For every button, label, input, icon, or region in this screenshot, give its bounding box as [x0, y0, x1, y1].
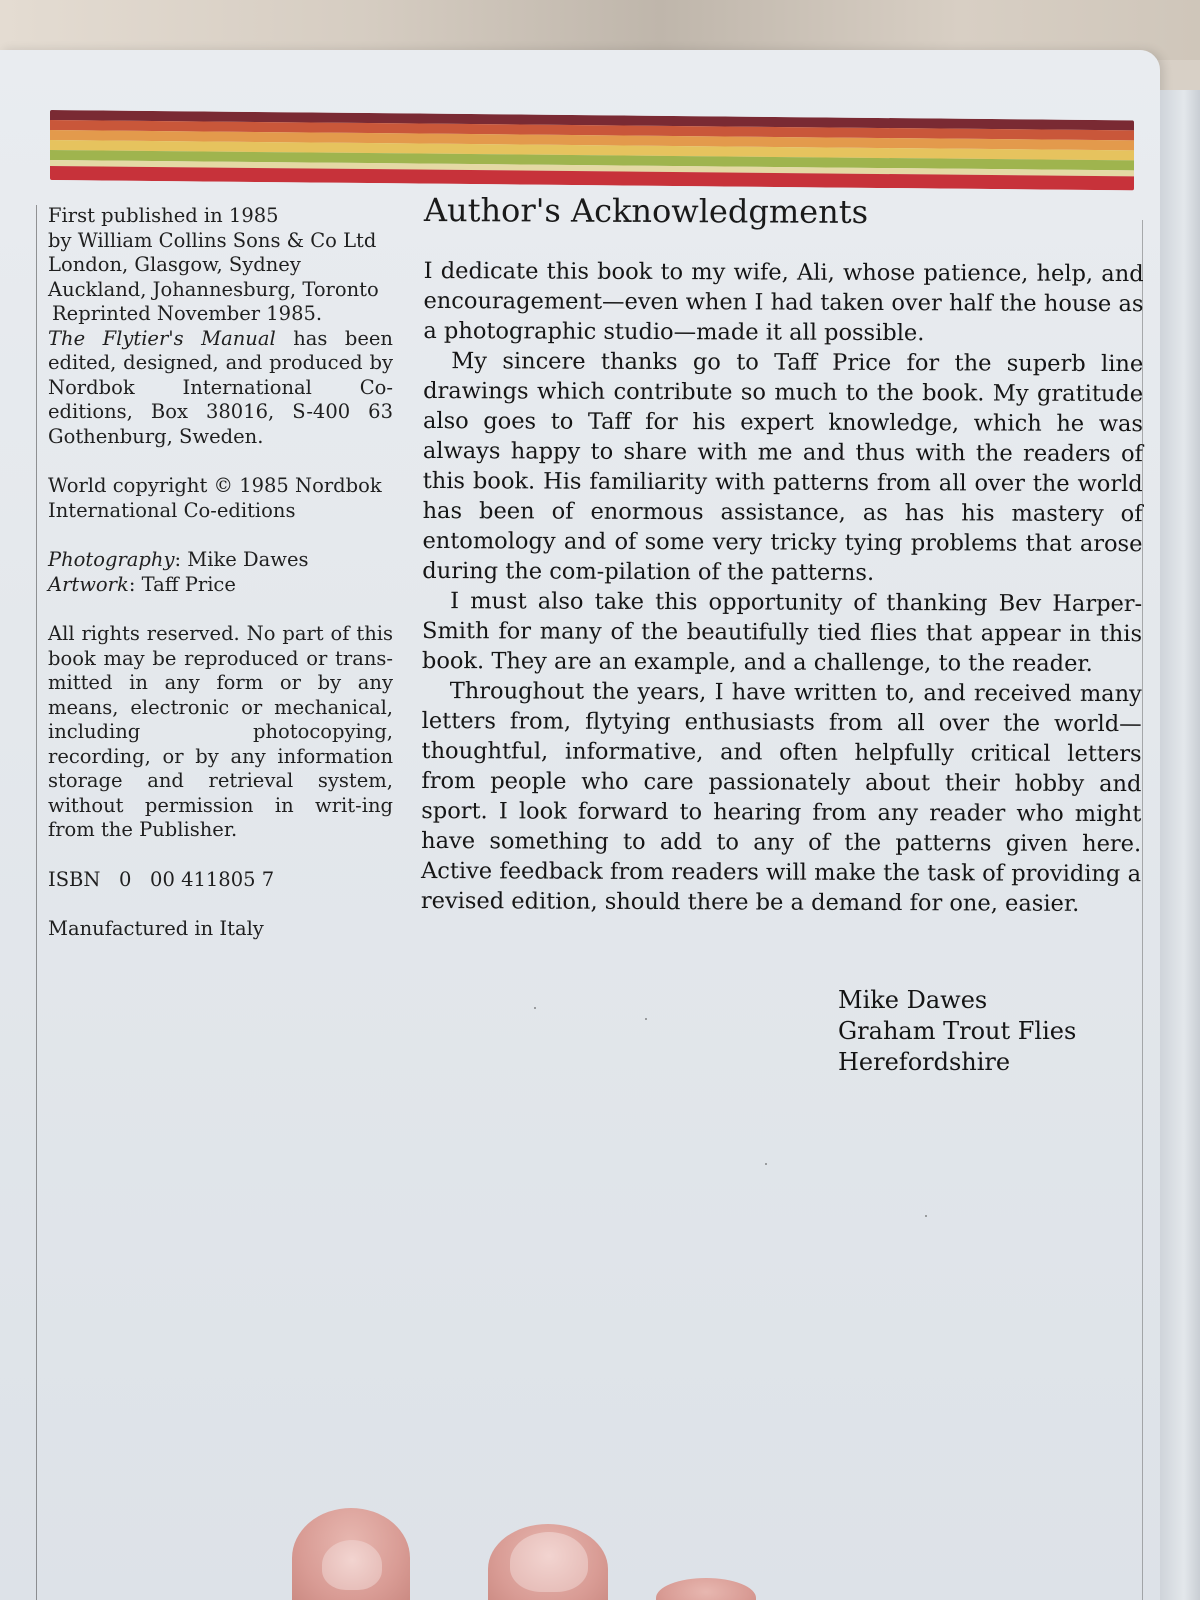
author-county: Herefordshire — [838, 1048, 1011, 1076]
ack-paragraph-4: Throughout the years, I have written to, and received many letters from, flytying enthusiasts from all over the world—thoughtful, informative, and often helpfully critical letters from people who care passionately about their hobby and sport. I look forward to hearing from any reader who might have something to add to any of the patterns given here. Active feedback from readers will make the task of providing a revised edition, should there be a demand for one, easier. — [420, 678, 1142, 917]
author-signature — [838, 985, 1076, 1078]
finger-nail — [510, 1532, 588, 1592]
acknowledgments-section — [421, 190, 1144, 919]
pub-line: Auckland, Johannesburg, Toronto — [48, 277, 379, 301]
copyright-info — [48, 474, 393, 523]
paper-speck — [765, 1163, 767, 1165]
acknowledgments-heading: Author's Acknowledgments — [423, 190, 869, 231]
book-title: The Flytier's Manual — [48, 326, 276, 350]
author-name: Mike Dawes — [838, 986, 988, 1014]
copyright-line: World copyright © 1985 Nordbok — [48, 474, 382, 497]
pub-line: by William Collins Sons & Co Ltd — [48, 228, 377, 252]
manufactured-note: Manufactured in Italy — [48, 917, 264, 940]
author-company: Graham Trout Flies — [838, 1017, 1077, 1045]
artwork-credit — [48, 573, 393, 598]
copyright-line: International Co-editions — [48, 498, 296, 522]
edition-note — [48, 327, 393, 450]
ack-paragraph-1: I dedicate this book to my wife, Ali, whose patience, help, and encouragement—even when I had taken over half the house as a photographic studio—made it all possible. — [423, 257, 1144, 347]
manufacture-block — [48, 917, 393, 942]
paper-speck — [645, 1018, 647, 1020]
publication-info — [48, 204, 393, 449]
ack-paragraph-3: I must also take this opportunity of thanking Bev Harper-Smith for many of the beautifully tied flies that appear in this book. They are an example, and a challenge, to the reader. — [421, 588, 1143, 677]
left-column-rule — [36, 205, 37, 1600]
isbn: ISBN 0 00 411805 7 — [48, 867, 275, 891]
ack-paragraph-2: My sincere thanks go to Taff Price for the superb line drawings which contribute so much to the book. My gratitude also goes to Taff for his expert knowledge, which he was always happy to share with me and thus with the readers of this book. His familiarity with patterns from all over the world has been of enormous assistance, as has his mastery of entomology and of some very tricky tying problems that arose during the com-pilation of the patterns. — [422, 348, 1144, 586]
photography-value: : Mike Dawes — [174, 548, 309, 571]
pub-line: London, Glasgow, Sydney — [48, 253, 301, 276]
artwork-label: Artwork — [48, 572, 129, 596]
colophon-column — [48, 204, 393, 967]
photography-credit — [48, 548, 393, 573]
paper-speck — [925, 1215, 927, 1217]
paper-speck — [534, 1007, 536, 1009]
pub-line: First published in 1985 — [48, 204, 279, 227]
pub-line: Reprinted November 1985. — [52, 302, 323, 325]
page-edge — [1160, 90, 1200, 1600]
rights-notice — [48, 622, 393, 843]
isbn-block — [48, 868, 393, 893]
artwork-value: : Taff Price — [128, 572, 236, 596]
credits — [48, 548, 393, 597]
rights-text: All rights reserved. No part of this book may be reproduced or trans-mitted in any form or by any means, electronic or mechanical, including photocopying, recording, or by any information storage and retrieval system, without permission in writ-ing from the Publisher. — [48, 622, 393, 841]
edition-text: has been edited, designed, and produced by Nordbok International Co-editions, Box 38016, S-400 63 Gothenburg, Sweden. — [48, 326, 393, 448]
photography-label: Photography — [48, 548, 175, 571]
decorative-stripe-band — [50, 110, 1134, 190]
finger-nail — [322, 1540, 382, 1590]
